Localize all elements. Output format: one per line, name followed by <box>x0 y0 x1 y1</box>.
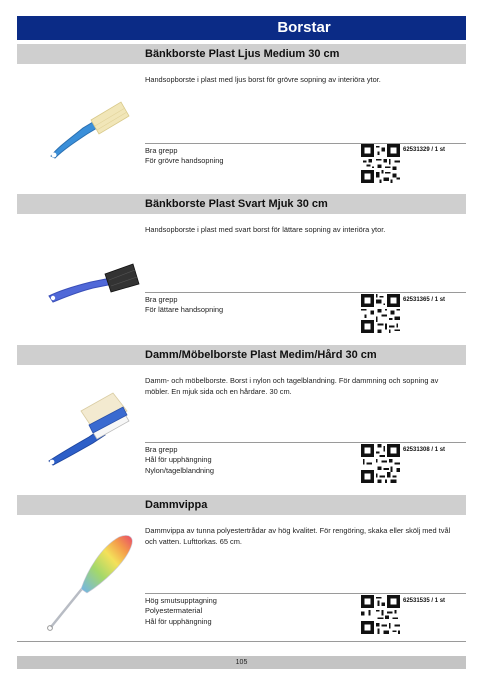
product-section <box>17 495 466 641</box>
product-header <box>17 44 466 64</box>
product-header <box>17 345 466 365</box>
product-sku: 62531308 / 1 st <box>403 447 446 453</box>
qr-code-icon <box>361 444 400 483</box>
feature-item: Bra grepp <box>145 445 178 454</box>
feature-item: Hål för upphängning <box>145 616 212 626</box>
blue-handbrush-light-bristles-icon <box>41 94 131 162</box>
page-title: Borstar <box>277 19 331 36</box>
furniture-brush-icon <box>41 389 131 469</box>
qr-code-icon <box>361 294 400 333</box>
product-sku: 62531535 / 1 st <box>403 598 446 604</box>
feature-item: Bra grepp <box>145 146 178 155</box>
product-sku: 62531365 / 1 st <box>403 297 446 303</box>
product-section <box>17 345 466 491</box>
page-bottom-divider <box>17 641 466 642</box>
feature-item: Hål för upphängning <box>145 455 212 465</box>
product-sku: 62531329 / 1 st <box>403 147 446 153</box>
product-description: Dammvippa av tunna polyestertrådar av hög kvalitet. För rengöring, skaka eller skölj med tvål och vatten. Lufttorkas. 65 cm. <box>145 526 451 546</box>
feature-divider <box>145 143 466 144</box>
page-title-banner <box>17 16 466 40</box>
blue-handbrush-black-bristles-icon <box>41 252 141 308</box>
product-description: Damm- och möbelborste. Borst i nylon och tagelblandning. För dammning och sopning av möbler. En mjuk sida och en hårdare. 30 cm. <box>145 376 439 396</box>
qr-code-icon <box>361 595 400 634</box>
page-footer <box>17 656 466 669</box>
product-section <box>17 44 466 192</box>
feature-item: För grövre handsopning <box>145 156 224 166</box>
feature-list <box>145 295 223 316</box>
qr-code-icon <box>361 144 400 183</box>
product-description: Handsopborste i plast med ljus borst för grövre sopning av interiöra ytor. <box>145 75 381 84</box>
feature-item: För lättare handsopning <box>145 305 224 315</box>
product-title: Bänkborste Plast Svart Mjuk 30 cm <box>145 198 328 210</box>
feature-item: Nylon/tagelblandning <box>145 465 215 475</box>
feature-list <box>145 596 217 627</box>
feature-divider <box>145 593 466 594</box>
product-title: Dammvippa <box>145 499 208 511</box>
product-title: Damm/Möbelborste Plast Medim/Hård 30 cm <box>145 349 377 361</box>
feature-item: Hög smutsupptagning <box>145 596 217 605</box>
product-title: Bänkborste Plast Ljus Medium 30 cm <box>145 48 340 60</box>
feature-divider <box>145 292 466 293</box>
product-header <box>17 194 466 214</box>
page-number: 105 <box>235 659 248 666</box>
feature-list <box>145 146 223 167</box>
feature-item: Bra grepp <box>145 295 178 304</box>
rainbow-feather-duster-icon <box>41 527 141 633</box>
feature-item: Polyestermaterial <box>145 606 203 616</box>
feature-divider <box>145 442 466 443</box>
feature-list <box>145 445 214 476</box>
product-description: Handsopborste i plast med svart borst för lättare sopning av interiöra ytor. <box>145 225 386 234</box>
product-header <box>17 495 466 515</box>
product-section <box>17 194 466 342</box>
